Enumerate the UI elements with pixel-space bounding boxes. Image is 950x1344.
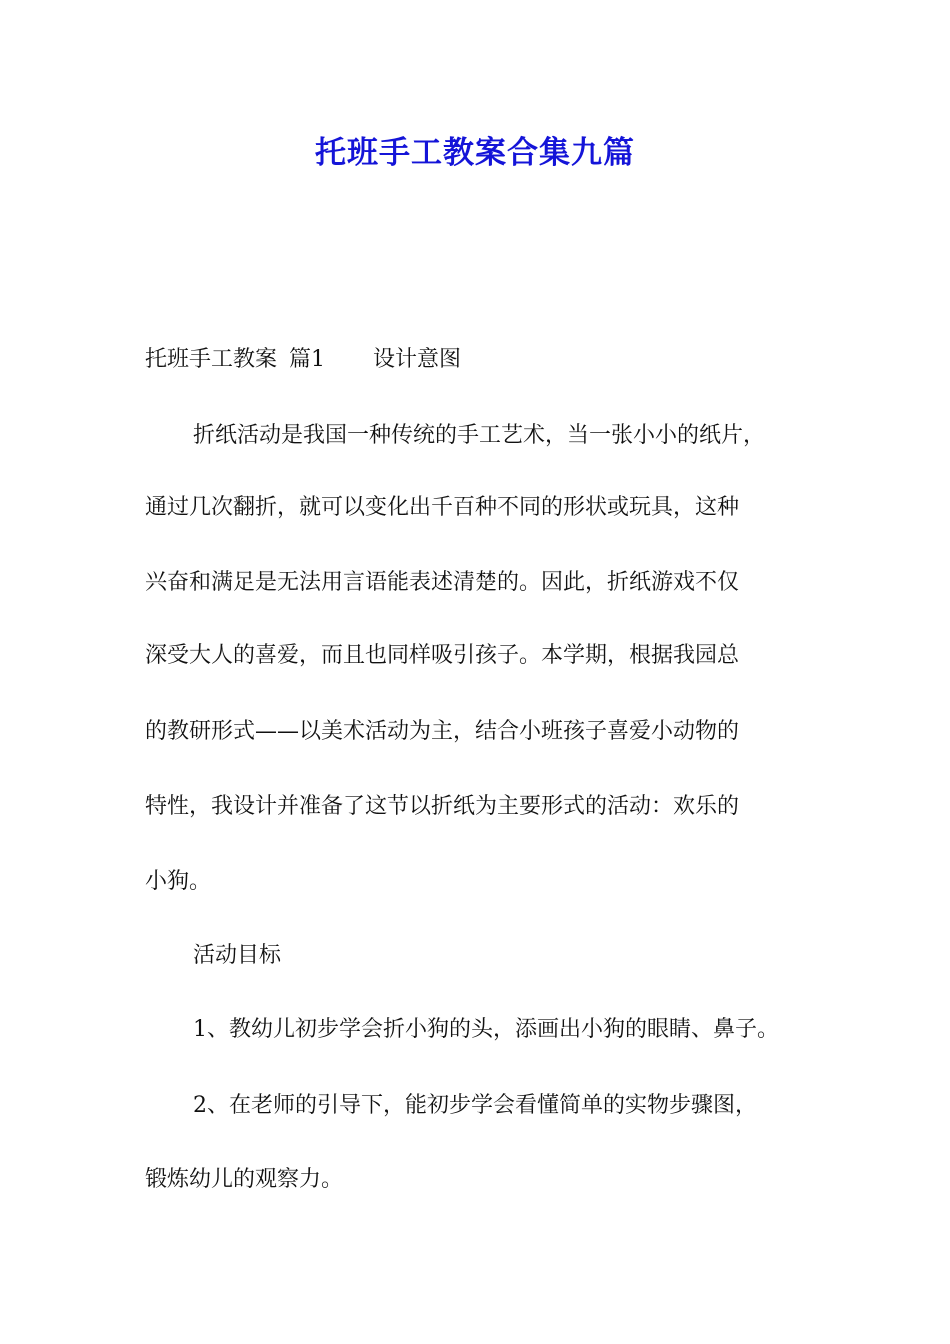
document-title: 托班手工教案合集九篇 xyxy=(315,135,635,171)
paragraph-line: 兴奋和满足是无法用言语能表述清楚的。因此，折纸游戏不仅 xyxy=(145,570,740,595)
paragraph-line: 特性，我设计并准备了这节以折纸为主要形式的活动：欢乐的 xyxy=(145,794,740,819)
paragraph-line: 的教研形式——以美术活动为主，结合小班孩子喜爱小动物的 xyxy=(145,719,740,744)
section-heading-part: 篇1 xyxy=(289,347,326,372)
paragraph-line: 小狗。 xyxy=(145,869,212,894)
goal-item-line: 2、在老师的引导下，能初步学会看懂简单的实物步骤图， xyxy=(193,1093,757,1118)
goals-heading: 活动目标 xyxy=(193,943,282,968)
paragraph-line: 深受大人的喜爱，而且也同样吸引孩子。本学期，根据我园总 xyxy=(145,643,740,668)
section-heading-subtitle: 设计意图 xyxy=(373,347,462,372)
section-heading xyxy=(145,342,461,378)
paragraph-line: 折纸活动是我国一种传统的手工艺术，当一张小小的纸片， xyxy=(193,423,766,448)
goal-item-1: 1、教幼儿初步学会折小狗的头，添画出小狗的眼睛、鼻子。 xyxy=(193,1017,779,1042)
section-heading-title: 托班手工教案 xyxy=(145,347,278,372)
paragraph-line: 通过几次翻折，就可以变化出千百种不同的形状或玩具，这种 xyxy=(145,495,740,520)
goal-item-line: 锻炼幼儿的观察力。 xyxy=(145,1167,344,1192)
